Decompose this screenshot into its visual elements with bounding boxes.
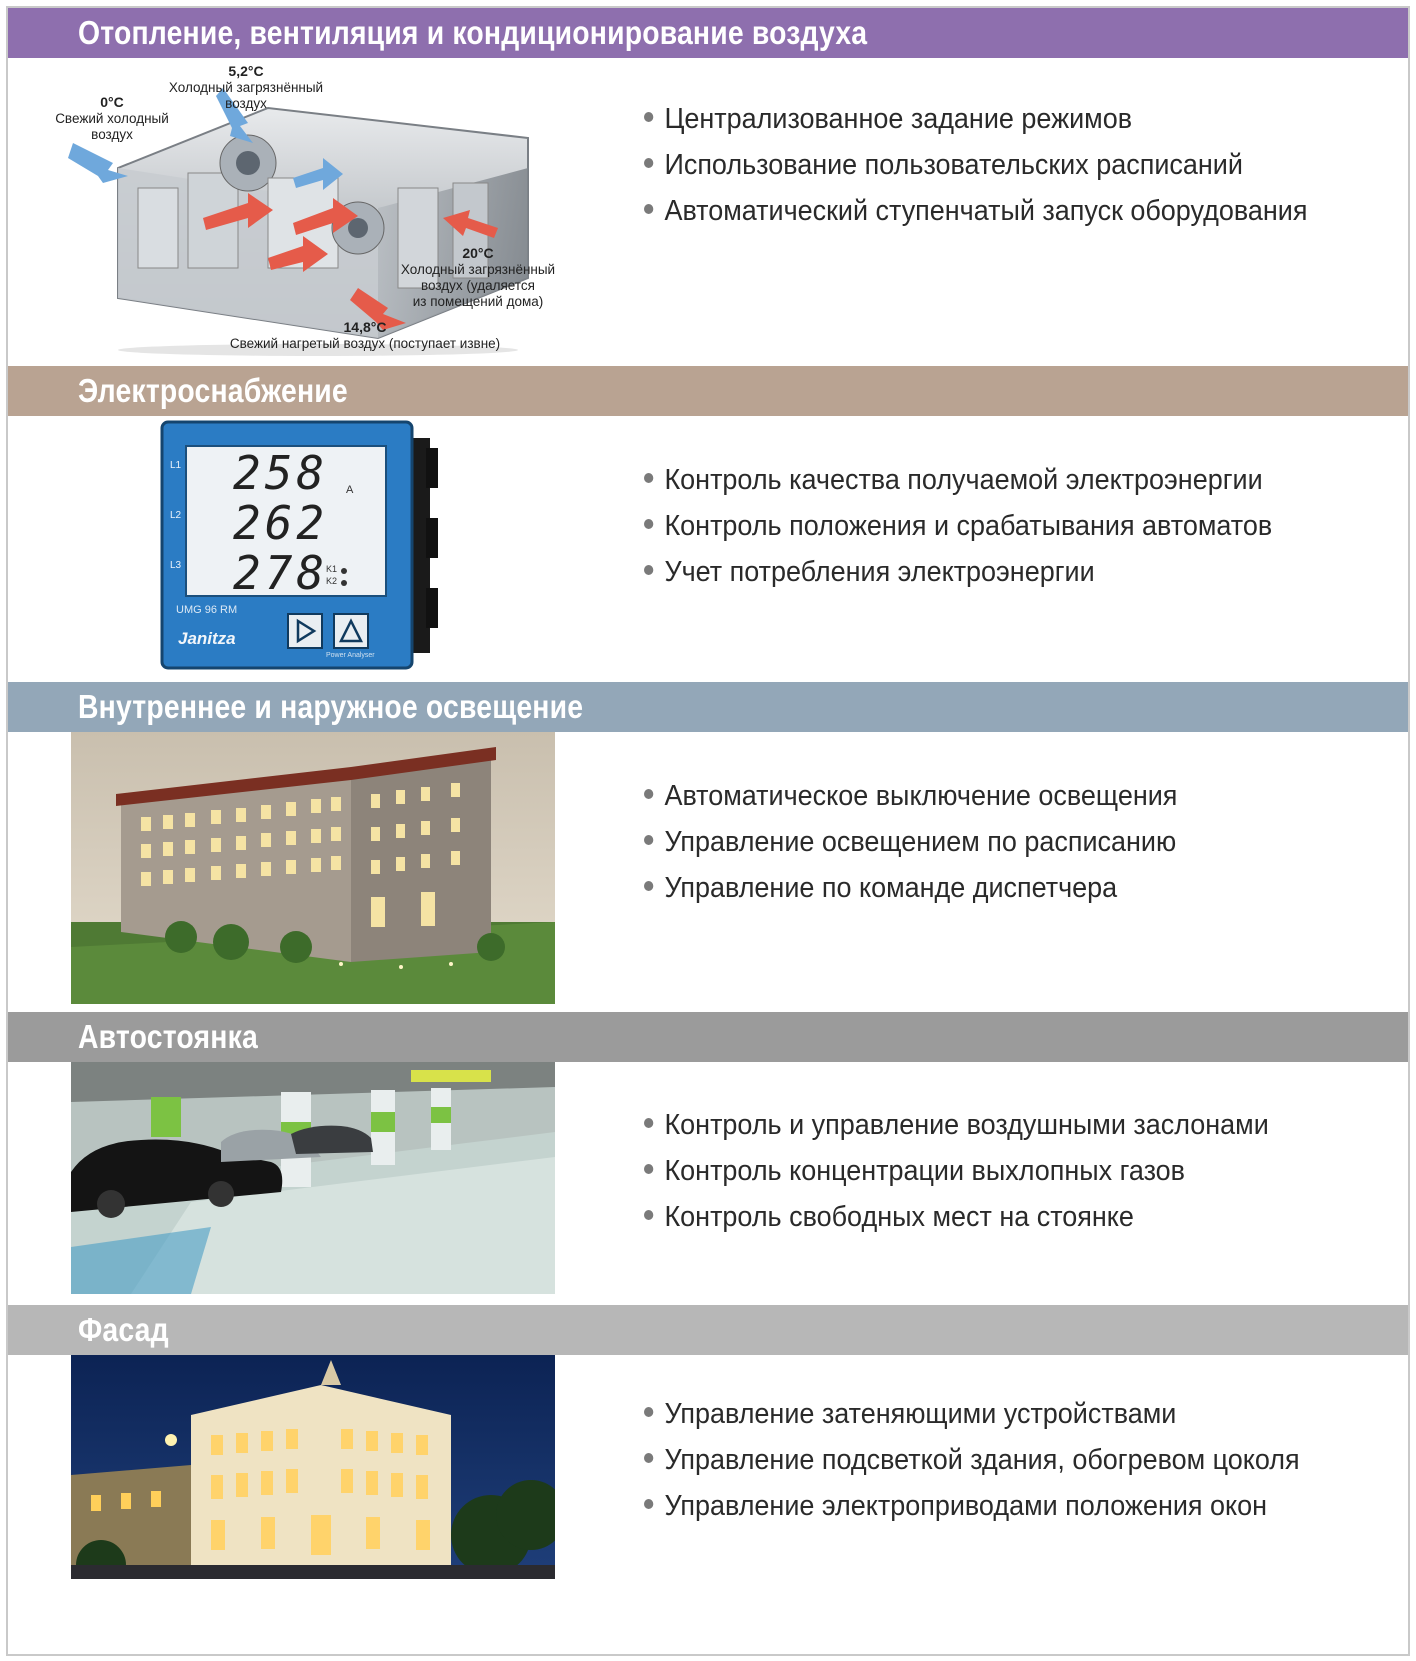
facade-night-photo	[71, 1355, 555, 1579]
meter-row-label-l2: L2	[170, 510, 182, 521]
bullet-list-facade	[644, 1391, 1349, 1529]
bullet-item: Использование пользовательских расписаний	[644, 142, 1307, 188]
meter-row-label-l3: L3	[170, 560, 182, 571]
bullet-item: Контроль концентрации выхлопных газов	[644, 1148, 1269, 1194]
section-header-power: Электроснабжение	[8, 366, 1408, 416]
bullet-item: Управление подсветкой здания, обогревом цоколя	[644, 1437, 1300, 1483]
parking-garage-photo	[71, 1062, 555, 1294]
bullet-item: Централизованное задание режимов	[644, 96, 1307, 142]
meter-brand-logo: Janitza	[178, 629, 236, 648]
section-header-parking: Автостоянка	[8, 1012, 1408, 1062]
meter-k1: K1	[326, 564, 338, 574]
meter-value-l1: 258	[233, 446, 329, 500]
bullet-item: Учет потребления электроэнергии	[644, 549, 1272, 595]
bullet-item: Управление освещением по расписанию	[644, 819, 1177, 865]
page-frame	[6, 6, 1410, 1656]
bullet-item: Контроль свободных мест на стоянке	[644, 1194, 1269, 1240]
label-cold-dirty: 5,2°C Холодный загрязнённый воздух	[168, 63, 324, 111]
bullet-item: Контроль и управление воздушными заслонами	[644, 1102, 1269, 1148]
meter-k2: K2	[326, 576, 338, 586]
bullet-item: Автоматическое выключение освещения	[644, 773, 1177, 819]
bullet-list-parking	[644, 1102, 1316, 1240]
bullet-list-power	[644, 457, 1319, 595]
bullet-item: Управление электроприводами положения окон	[644, 1483, 1300, 1529]
bullet-item: Управление затеняющими устройствами	[644, 1391, 1300, 1437]
section-header-hvac: Отопление, вентиляция и кондиционирование воздуха	[8, 8, 1408, 58]
meter-unit: A	[346, 484, 354, 496]
label-cold-fresh: 0°C Свежий холодный воздух	[55, 94, 169, 142]
label-exhaust: 20°C Холодный загрязнённый воздух (удаляется из помещений дома)	[400, 245, 556, 309]
bullet-list-hvac	[644, 96, 1357, 234]
label-warm-fresh: 14,8°C Свежий нагретый воздух (поступает извне)	[229, 319, 501, 351]
lit-building-render	[71, 732, 555, 1004]
meter-subtitle: Power Analyser	[326, 652, 375, 659]
power-meter-photo	[158, 418, 448, 673]
meter-model: UMG 96 RM	[176, 604, 238, 616]
bullet-list-lighting	[644, 773, 1218, 911]
meter-row-label-l1: L1	[170, 460, 182, 471]
meter-value-l3: 278	[233, 546, 329, 600]
section-header-facade: Фасад	[8, 1305, 1408, 1355]
meter-value-l2: 262	[233, 496, 329, 550]
bullet-item: Контроль положения и срабатывания автоматов	[644, 503, 1272, 549]
section-header-lighting: Внутреннее и наружное освещение	[8, 682, 1408, 732]
bullet-item: Управление по команде диспетчера	[644, 865, 1177, 911]
bullet-item: Автоматический ступенчатый запуск оборудования	[644, 188, 1307, 234]
bullet-item: Контроль качества получаемой электроэнергии	[644, 457, 1272, 503]
